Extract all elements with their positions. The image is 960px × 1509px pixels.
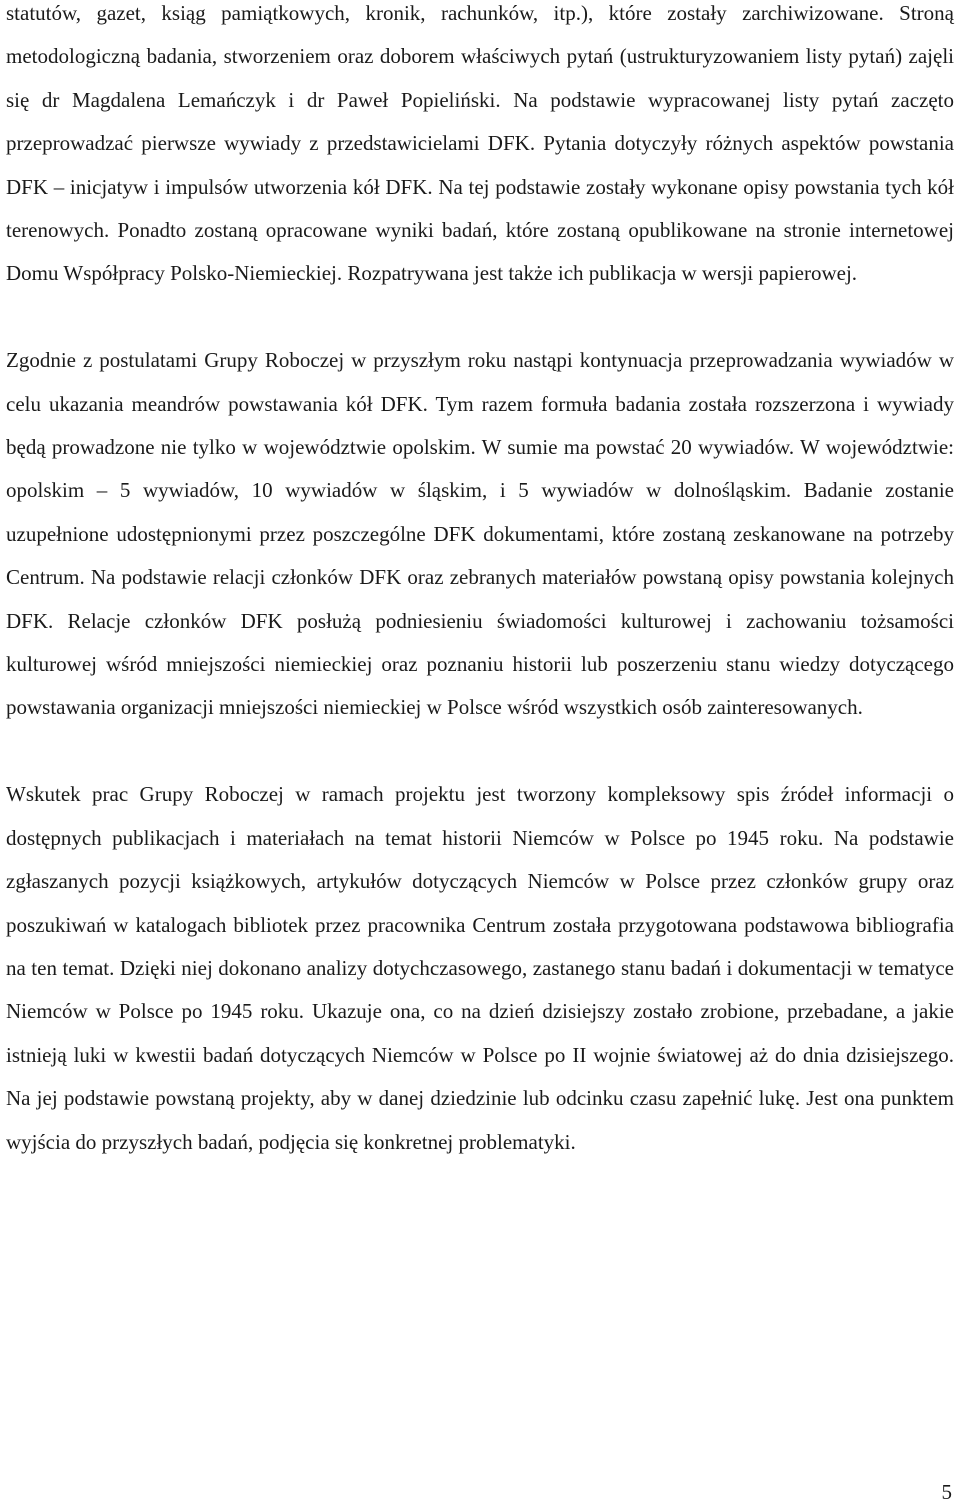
paragraph-1: statutów, gazet, ksiąg pamiątkowych, kronik, rachunków, itp.), które zostały zarchiwizowane. Stroną metodologiczną badania, stworzeniem oraz doborem właściwych pytań (ustrukturyzowaniem listy pytań) zajęli się dr Magdalena Lemańczyk i dr Paweł Popieliński. Na podstawie wypracowanej listy pytań zaczęto przeprowadzać pierwsze wywiady z przedstawicielami DFK. Pytania dotyczyły różnych aspektów powstania DFK – inicjatyw i impulsów utworzenia kół DFK. Na tej podstawie zostały wykonane opisy powstania tych kół terenowych. Ponadto zostaną opracowane wyniki badań, które zostaną opublikowane na stronie internetowej Domu Współpracy Polsko-Niemieckiej. Rozpatrywana jest także ich publikacja w wersji papierowej. bbox=[6, 1, 954, 286]
paragraph-3: Wskutek prac Grupy Roboczej w ramach projektu jest tworzony kompleksowy spis źródeł informacji o dostępnych publikacjach i materiałach na temat historii Niemców w Polsce po 1945 roku. Na podstawie zgłaszanych pozycji książkowych, artykułów dotyczących Niemców w Polsce przez członków grupy oraz poszukiwań w katalogach bibliotek przez pracownika Centrum została przygotowana podstawowa bibliografia na ten temat. Dzięki niej dokonano analizy dotychczasowego, zastanego stanu badań i dokumentacji w tematyce Niemców w Polsce po 1945 roku. Ukazuje ona, co na dzień dzisiejszy zostało zrobione, przebadane, a jakie istnieją luki w kwestii badań dotyczących Niemców w Polsce po II wojnie światowej aż do dnia dzisiejszego. Na jej podstawie powstaną projekty, aby w danej dziedzinie lub odcinku czasu zapełnić lukę. Jest ona punktem wyjścia do przyszłych badań, podjęcia się konkretnej problematyki. bbox=[6, 782, 954, 1154]
page-number: 5 bbox=[941, 1480, 952, 1504]
paragraph-gap bbox=[6, 730, 954, 773]
document-body bbox=[6, 0, 954, 1164]
paragraph-gap bbox=[6, 296, 954, 339]
paragraph-2: Zgodnie z postulatami Grupy Roboczej w przyszłym roku nastąpi kontynuacja przeprowadzania wywiadów w celu ukazania meandrów powstawania kół DFK. Tym razem formuła badania została rozszerzona i wywiady będą prowadzone nie tylko w województwie opolskim. W sumie ma powstać 20 wywiadów. W województwie: opolskim – 5 wywiadów, 10 wywiadów w śląskim, i 5 wywiadów w dolnośląskim. Badanie zostanie uzupełnione udostępnionymi przez poszczególne DFK dokumentami, które zostaną zeskanowane na potrzeby Centrum. Na podstawie relacji członków DFK oraz zebranych materiałów powstaną opisy powstania kolejnych DFK. Relacje członków DFK posłużą podniesieniu świadomości kulturowej i zachowaniu tożsamości kulturowej wśród mniejszości niemieckiej oraz poznaniu historii lub poszerzeniu stanu wiedzy dotyczącego powstawania organizacji mniejszości niemieckiej w Polsce wśród wszystkich osób zainteresowanych. bbox=[6, 348, 954, 720]
